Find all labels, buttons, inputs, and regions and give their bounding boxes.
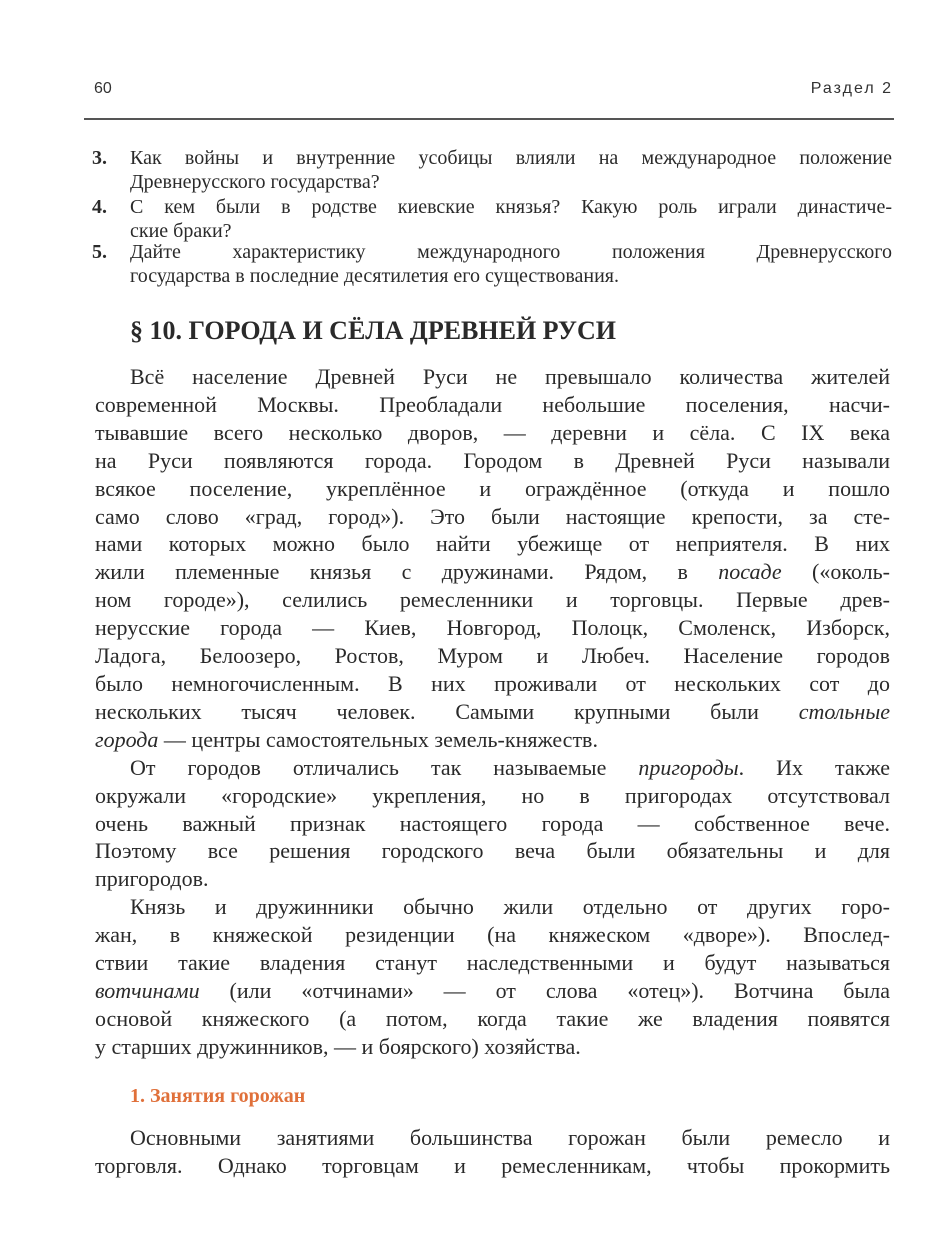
text-segment: жили племенные князья с дружинами. Рядом, в: [95, 559, 719, 585]
text-segment: нерусские города — Киев, Новгород, Полоцк, Смоленск, Изборск,: [95, 615, 890, 641]
text-line: [95, 503, 890, 531]
text-line: [95, 363, 890, 391]
text-line: [95, 698, 890, 726]
text-line: [95, 810, 890, 838]
header-rule: [84, 118, 894, 120]
question-item: [92, 240, 892, 289]
italic-term: пригороды: [638, 754, 739, 780]
italic-term: вотчинами: [95, 977, 200, 1003]
text-line: [95, 865, 890, 893]
text-line: [95, 530, 890, 558]
text-line: [95, 977, 890, 1005]
text-line: [95, 726, 890, 754]
text-segment: у старших дружинников, — и боярского) хозяйства.: [95, 1033, 581, 1059]
text-segment: Ладога, Белоозеро, Ростов, Муром и Любеч. Население городов: [95, 643, 890, 669]
text-segment: торговля. Однако торговцам и ремесленникам, чтобы прокормить: [95, 1152, 890, 1178]
main-text: [95, 363, 890, 1061]
paragraph: [95, 893, 890, 1060]
section-label: Раздел 2: [810, 80, 893, 97]
question-item: [92, 146, 892, 195]
text-segment: . Их также: [738, 754, 890, 780]
question-number: 5.: [92, 241, 107, 263]
text-segment: было немногочисленным. В них проживали от нескольких сот до: [95, 670, 890, 696]
chapter-title: § 10. ГОРОДА И СЁЛА ДРЕВНЕЙ РУСИ: [130, 316, 616, 345]
text-segment: (или «отчинами» — от слова «отец»). Вотчина была: [199, 977, 890, 1003]
text-segment: Поэтому все решения городского веча были обязательны и для: [95, 838, 890, 864]
text-segment: основой княжеского (а потом, когда такие же владения появятся: [95, 1005, 890, 1031]
text-line: [95, 475, 890, 503]
text-segment: на Руси появляются города. Городом в Древней Руси называли: [95, 447, 890, 473]
text-line: [95, 782, 890, 810]
page-number: 60: [94, 80, 112, 97]
text-line: [95, 1005, 890, 1033]
text-segment: Всё население Древней Руси не превышало количества жителей: [130, 364, 890, 389]
question-line: Дайте характеристику международного положения Древнерусского: [130, 241, 892, 263]
question-line: С кем были в родстве киевские князья? Какую роль играли династиче-: [130, 196, 892, 218]
text-line: [95, 670, 890, 698]
text-line: [95, 391, 890, 419]
text-line: [95, 837, 890, 865]
text-line: [95, 921, 890, 949]
question-number: 3.: [92, 147, 107, 169]
paragraph: [95, 363, 890, 754]
text-segment: само слово «град, город»). Это были настоящие крепости, за сте-: [95, 503, 890, 529]
subsection-title: 1. Занятия горожан: [130, 1085, 306, 1107]
text-segment: — центры самостоятельных земель-княжеств.: [158, 726, 598, 752]
question-number: 4.: [92, 196, 107, 218]
text-segment: нами которых можно было найти убежище от неприятеля. В них: [95, 531, 890, 557]
italic-term: посаде: [718, 559, 782, 585]
text-segment: Основными занятиями большинства горожан были ремесло и: [130, 1125, 890, 1150]
text-line: [95, 419, 890, 447]
text-line: [95, 1124, 890, 1152]
text-line: [95, 949, 890, 977]
text-line: [95, 586, 890, 614]
text-segment: От городов отличались так называемые: [130, 754, 639, 780]
text-segment: Князь и дружинники обычно жили отдельно от других горо-: [130, 894, 890, 920]
text-line: [95, 754, 890, 782]
text-line: [95, 642, 890, 670]
text-segment: ном городе»), селились ремесленники и торговцы. Первые древ-: [95, 587, 890, 613]
italic-term: стольные: [798, 698, 890, 724]
text-segment: нескольких тысяч человек. Самыми крупными были: [95, 698, 799, 724]
text-segment: современной Москвы. Преобладали небольшие поселения, насчи-: [95, 391, 890, 417]
paragraph: [95, 754, 890, 894]
text-segment: очень важный признак настоящего города — собственное вече.: [95, 810, 890, 836]
question-line: государства в последние десятилетия его существования.: [130, 265, 619, 288]
text-segment: тывавшие всего несколько дворов, — деревни и сёла. С IX века: [95, 419, 890, 445]
text-line: [95, 447, 890, 475]
final-paragraph: [95, 1124, 890, 1180]
text-line: [95, 1152, 890, 1180]
text-line: [95, 614, 890, 642]
text-segment: жан, в княжеской резиденции (на княжеском «дворе»). Впослед-: [95, 922, 890, 948]
text-line: [95, 893, 890, 921]
text-line: [95, 558, 890, 586]
text-segment: («околь-: [781, 559, 890, 585]
italic-term: города: [95, 726, 159, 752]
question-item: [92, 195, 892, 244]
text-segment: пригородов.: [95, 866, 209, 892]
text-segment: окружали «городские» укрепления, но в пригородах отсутствовал: [95, 782, 890, 808]
question-line: Древнерусского государства?: [130, 171, 380, 194]
text-segment: всякое поселение, укреплённое и ограждённое (откуда и пошло: [95, 475, 890, 501]
text-line: [95, 1033, 890, 1061]
question-line: Как войны и внутренние усобицы влияли на международное положение: [130, 147, 892, 169]
text-segment: ствии такие владения станут наследственными и будут называться: [95, 950, 890, 976]
question-line: ские браки?: [130, 220, 232, 243]
